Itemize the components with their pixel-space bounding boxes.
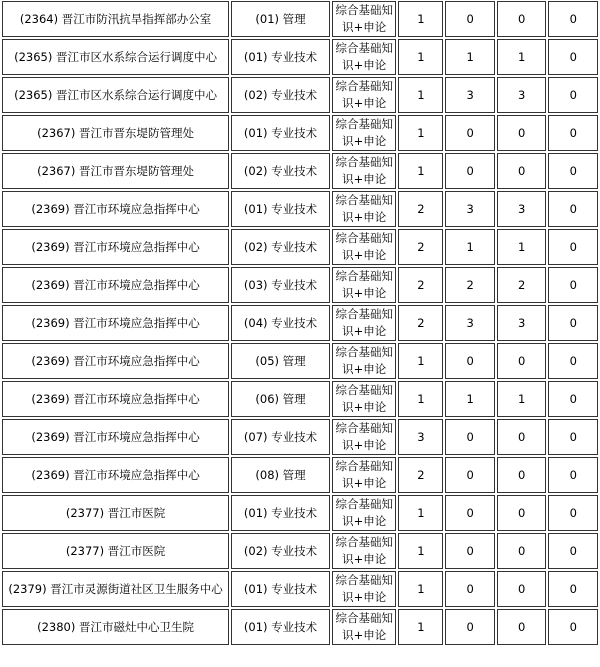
paid-count-cell: 0 <box>548 533 598 569</box>
plan-count-cell: 1 <box>398 39 443 75</box>
plan-count-cell: 2 <box>398 267 443 303</box>
exam-subject-cell: 综合基础知识+申论 <box>332 343 396 379</box>
applied-count-cell: 0 <box>445 1 495 37</box>
exam-subject-cell: 综合基础知识+申论 <box>332 305 396 341</box>
paid-count-cell: 0 <box>548 343 598 379</box>
applied-count-cell: 0 <box>445 495 495 531</box>
position-cell: (04) 专业技术 <box>231 305 330 341</box>
unit-cell: (2369) 晋江市环境应急指挥中心 <box>2 457 229 493</box>
passed-count-cell: 2 <box>497 267 547 303</box>
unit-cell: (2367) 晋江市晋东堤防管理处 <box>2 153 229 189</box>
position-cell: (01) 专业技术 <box>231 191 330 227</box>
unit-cell: (2379) 晋江市灵源街道社区卫生服务中心 <box>2 571 229 607</box>
plan-count-cell: 2 <box>398 457 443 493</box>
applied-count-cell: 2 <box>445 267 495 303</box>
position-cell: (03) 专业技术 <box>231 267 330 303</box>
plan-count-cell: 1 <box>398 115 443 151</box>
unit-cell: (2369) 晋江市环境应急指挥中心 <box>2 381 229 417</box>
passed-count-cell: 0 <box>497 457 547 493</box>
applied-count-cell: 3 <box>445 191 495 227</box>
position-cell: (01) 专业技术 <box>231 39 330 75</box>
applied-count-cell: 3 <box>445 305 495 341</box>
paid-count-cell: 0 <box>548 609 598 645</box>
unit-cell: (2369) 晋江市环境应急指挥中心 <box>2 343 229 379</box>
plan-count-cell: 2 <box>398 229 443 265</box>
paid-count-cell: 0 <box>548 495 598 531</box>
passed-count-cell: 3 <box>497 305 547 341</box>
table-row <box>2 267 598 303</box>
exam-subject-cell: 综合基础知识+申论 <box>332 419 396 455</box>
position-cell: (02) 专业技术 <box>231 533 330 569</box>
table-row <box>2 1 598 37</box>
position-cell: (01) 专业技术 <box>231 571 330 607</box>
table-row <box>2 571 598 607</box>
position-cell: (01) 管理 <box>231 1 330 37</box>
exam-subject-cell: 综合基础知识+申论 <box>332 39 396 75</box>
passed-count-cell: 3 <box>497 191 547 227</box>
plan-count-cell: 1 <box>398 533 443 569</box>
passed-count-cell: 0 <box>497 343 547 379</box>
applied-count-cell: 0 <box>445 571 495 607</box>
paid-count-cell: 0 <box>548 39 598 75</box>
paid-count-cell: 0 <box>548 419 598 455</box>
position-cell: (02) 专业技术 <box>231 153 330 189</box>
applied-count-cell: 1 <box>445 39 495 75</box>
plan-count-cell: 1 <box>398 153 443 189</box>
paid-count-cell: 0 <box>548 381 598 417</box>
passed-count-cell: 0 <box>497 571 547 607</box>
unit-cell: (2365) 晋江市区水系综合运行调度中心 <box>2 77 229 113</box>
applied-count-cell: 3 <box>445 77 495 113</box>
table-row <box>2 153 598 189</box>
passed-count-cell: 1 <box>497 39 547 75</box>
plan-count-cell: 1 <box>398 571 443 607</box>
position-cell: (02) 专业技术 <box>231 229 330 265</box>
position-cell: (06) 管理 <box>231 381 330 417</box>
unit-cell: (2369) 晋江市环境应急指挥中心 <box>2 419 229 455</box>
plan-count-cell: 1 <box>398 609 443 645</box>
paid-count-cell: 0 <box>548 1 598 37</box>
paid-count-cell: 0 <box>548 191 598 227</box>
table-row <box>2 381 598 417</box>
table-row <box>2 115 598 151</box>
paid-count-cell: 0 <box>548 229 598 265</box>
table-row <box>2 343 598 379</box>
applied-count-cell: 0 <box>445 153 495 189</box>
passed-count-cell: 0 <box>497 609 547 645</box>
plan-count-cell: 2 <box>398 191 443 227</box>
unit-cell: (2367) 晋江市晋东堤防管理处 <box>2 115 229 151</box>
passed-count-cell: 0 <box>497 153 547 189</box>
exam-subject-cell: 综合基础知识+申论 <box>332 267 396 303</box>
exam-subject-cell: 综合基础知识+申论 <box>332 77 396 113</box>
unit-cell: (2369) 晋江市环境应急指挥中心 <box>2 305 229 341</box>
passed-count-cell: 0 <box>497 533 547 569</box>
exam-subject-cell: 综合基础知识+申论 <box>332 533 396 569</box>
plan-count-cell: 1 <box>398 1 443 37</box>
table-row <box>2 39 598 75</box>
unit-cell: (2369) 晋江市环境应急指挥中心 <box>2 267 229 303</box>
paid-count-cell: 0 <box>548 457 598 493</box>
paid-count-cell: 0 <box>548 305 598 341</box>
paid-count-cell: 0 <box>548 153 598 189</box>
plan-count-cell: 1 <box>398 381 443 417</box>
passed-count-cell: 1 <box>497 229 547 265</box>
position-cell: (02) 专业技术 <box>231 77 330 113</box>
passed-count-cell: 0 <box>497 495 547 531</box>
table-row <box>2 533 598 569</box>
table-row <box>2 609 598 645</box>
unit-cell: (2369) 晋江市环境应急指挥中心 <box>2 229 229 265</box>
applied-count-cell: 1 <box>445 229 495 265</box>
table-row <box>2 495 598 531</box>
passed-count-cell: 3 <box>497 77 547 113</box>
position-cell: (08) 管理 <box>231 457 330 493</box>
table-row <box>2 77 598 113</box>
plan-count-cell: 1 <box>398 77 443 113</box>
applied-count-cell: 0 <box>445 419 495 455</box>
table-row <box>2 191 598 227</box>
unit-cell: (2377) 晋江市医院 <box>2 533 229 569</box>
exam-subject-cell: 综合基础知识+申论 <box>332 457 396 493</box>
position-cell: (01) 专业技术 <box>231 495 330 531</box>
applied-count-cell: 0 <box>445 115 495 151</box>
exam-subject-cell: 综合基础知识+申论 <box>332 153 396 189</box>
paid-count-cell: 0 <box>548 571 598 607</box>
position-cell: (01) 专业技术 <box>231 115 330 151</box>
paid-count-cell: 0 <box>548 77 598 113</box>
exam-subject-cell: 综合基础知识+申论 <box>332 495 396 531</box>
paid-count-cell: 0 <box>548 115 598 151</box>
plan-count-cell: 2 <box>398 305 443 341</box>
exam-subject-cell: 综合基础知识+申论 <box>332 1 396 37</box>
applied-count-cell: 1 <box>445 381 495 417</box>
table-row <box>2 457 598 493</box>
table-row <box>2 419 598 455</box>
table-body <box>2 1 598 645</box>
exam-subject-cell: 综合基础知识+申论 <box>332 571 396 607</box>
exam-subject-cell: 综合基础知识+申论 <box>332 229 396 265</box>
table-row <box>2 305 598 341</box>
plan-count-cell: 1 <box>398 495 443 531</box>
exam-subject-cell: 综合基础知识+申论 <box>332 609 396 645</box>
plan-count-cell: 3 <box>398 419 443 455</box>
paid-count-cell: 0 <box>548 267 598 303</box>
position-cell: (01) 专业技术 <box>231 609 330 645</box>
unit-cell: (2364) 晋江市防汛抗旱指挥部办公室 <box>2 1 229 37</box>
applied-count-cell: 0 <box>445 609 495 645</box>
applied-count-cell: 0 <box>445 457 495 493</box>
applied-count-cell: 0 <box>445 533 495 569</box>
position-cell: (05) 管理 <box>231 343 330 379</box>
passed-count-cell: 0 <box>497 1 547 37</box>
exam-subject-cell: 综合基础知识+申论 <box>332 115 396 151</box>
position-cell: (07) 专业技术 <box>231 419 330 455</box>
unit-cell: (2365) 晋江市区水系综合运行调度中心 <box>2 39 229 75</box>
unit-cell: (2377) 晋江市医院 <box>2 495 229 531</box>
unit-cell: (2369) 晋江市环境应急指挥中心 <box>2 191 229 227</box>
passed-count-cell: 0 <box>497 115 547 151</box>
exam-subject-cell: 综合基础知识+申论 <box>332 191 396 227</box>
passed-count-cell: 1 <box>497 381 547 417</box>
table-row <box>2 229 598 265</box>
passed-count-cell: 0 <box>497 419 547 455</box>
exam-subject-cell: 综合基础知识+申论 <box>332 381 396 417</box>
unit-cell: (2380) 晋江市磁灶中心卫生院 <box>2 609 229 645</box>
applied-count-cell: 0 <box>445 343 495 379</box>
plan-count-cell: 1 <box>398 343 443 379</box>
